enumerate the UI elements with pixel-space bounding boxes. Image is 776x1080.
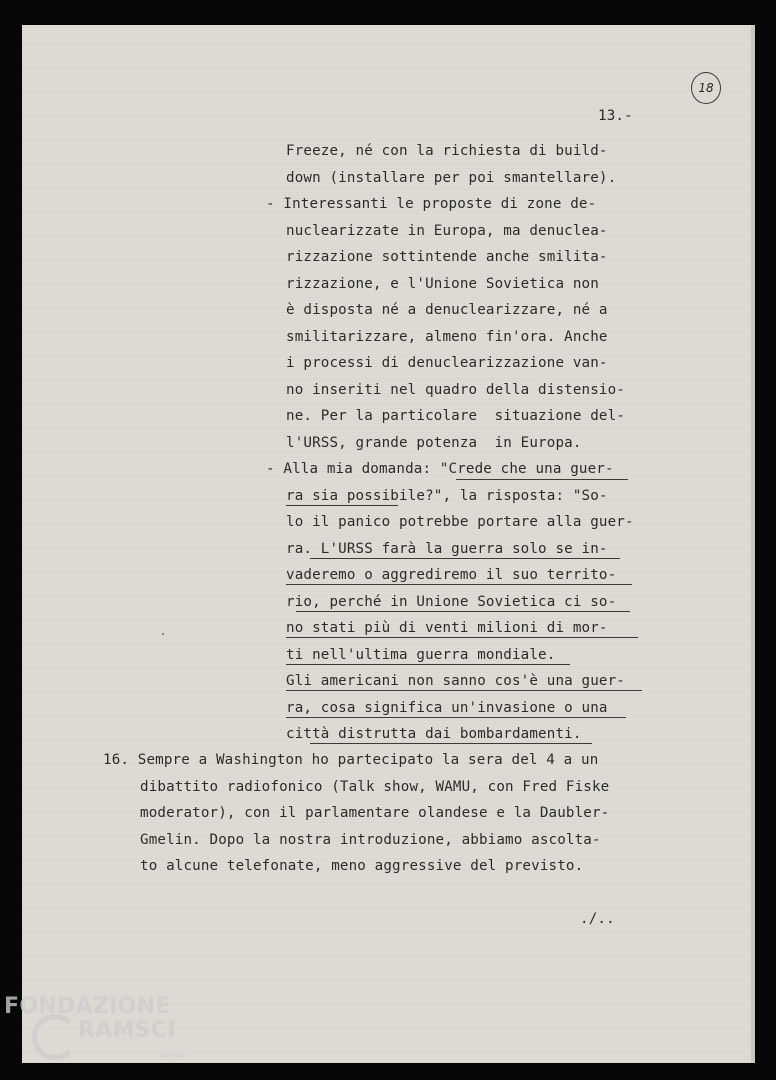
handwritten-underline [456, 479, 628, 480]
text-line: Gmelin. Dopo la nostra introduzione, abbiamo ascolta- [140, 832, 601, 848]
text-line: ra. L'URSS farà la guerra solo se in- [286, 541, 608, 557]
text-line: down (installare per poi smantellare). [286, 170, 617, 186]
text-line: vaderemo o aggrediremo il suo territo- [286, 567, 617, 583]
text-line: ra sia possibile?", la risposta: "So- [286, 488, 608, 504]
handwritten-underline [310, 743, 592, 744]
text-line: nuclearizzate in Europa, ma denuclea- [286, 223, 608, 239]
handwritten-underline [310, 558, 620, 559]
handwritten-underline [286, 584, 632, 585]
handwritten-underline [296, 611, 630, 612]
watermark-line3: onlus [159, 1049, 186, 1060]
text-line: ra, cosa significa un'invasione o una [286, 700, 608, 716]
text-line: i processi di denuclearizzazione van- [286, 355, 608, 371]
handwritten-underline [286, 690, 642, 691]
text-line: - Alla mia domanda: "Crede che una guer- [266, 461, 614, 477]
handwritten-underline [286, 664, 570, 665]
page-number: 13.- [598, 108, 633, 124]
text-line: è disposta né a denuclearizzare, né a [286, 302, 608, 318]
text-line: smilitarizzare, almeno fin'ora. Anche [286, 329, 608, 345]
text-line: no inseriti nel quadro della distensio- [286, 382, 625, 398]
text-line: no stati più di venti milioni di mor- [286, 620, 608, 636]
text-line: l'URSS, grande potenza in Europa. [286, 435, 582, 451]
text-line: dibattito radiofonico (Talk show, WAMU, con Fred Fiske [140, 779, 610, 795]
watermark-line1: FONDAZIONE [4, 994, 171, 1019]
watermark-logo [4, 994, 204, 1074]
handwritten-underline [286, 637, 638, 638]
text-line: rizzazione, e l'Unione Sovietica non [286, 276, 599, 292]
watermark-g-icon [32, 1014, 78, 1060]
text-line: città distrutta dai bombardamenti. [286, 726, 582, 742]
text-line: - Interessanti le proposte di zone de- [266, 196, 597, 212]
text-line: moderator), con il parlamentare olandese e la Daubler- [140, 805, 610, 821]
archive-page-number: 18 [691, 72, 721, 104]
handwritten-underline [286, 717, 626, 718]
text-line: Gli americani non sanno cos'è una guer- [286, 673, 625, 689]
text-line: 16. Sempre a Washington ho partecipato la sera del 4 a un [103, 752, 599, 768]
watermark-line2: RAMSCI [78, 1018, 176, 1043]
continuation-mark: ./.. [580, 911, 615, 927]
paper-speck [162, 633, 164, 635]
text-line: lo il panico potrebbe portare alla guer- [286, 514, 634, 530]
text-line: ti nell'ultima guerra mondiale. [286, 647, 556, 663]
text-line: Freeze, né con la richiesta di build- [286, 143, 608, 159]
paper-edge [751, 25, 755, 1063]
text-line: ne. Per la particolare situazione del- [286, 408, 625, 424]
text-line: rizzazione sottintende anche smilita- [286, 249, 608, 265]
text-line: to alcune telefonate, meno aggressive del previsto. [140, 858, 584, 874]
text-line: rio, perché in Unione Sovietica ci so- [286, 594, 617, 610]
handwritten-underline [286, 505, 398, 506]
